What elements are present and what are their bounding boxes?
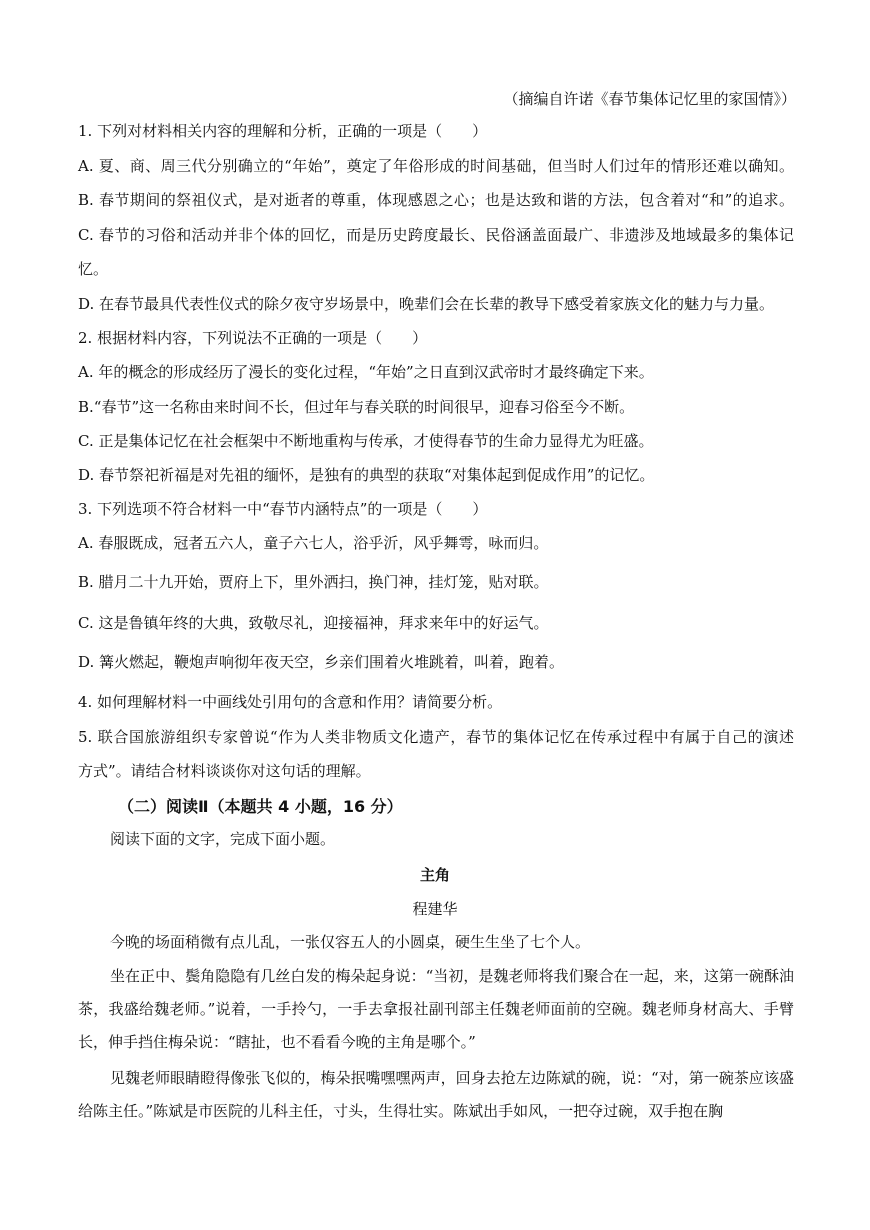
question-1-option-b: B. 春节期间的祭祖仪式，是对逝者的尊重，体现感恩之心；也是达致和谐的方法，包含着对“和”的追求。 [78,191,794,209]
question-2-option-d: D. 春节祭祀祈福是对先祖的缅怀，是独有的典型的获取“对集体起到促成作用”的记忆。 [78,466,655,484]
reading-instruction: 阅读下面的文字，完成下面小题。 [110,830,336,848]
story-author: 程建华 [412,900,458,918]
story-paragraph: 今晚的场面稍微有点儿乱，一张仅容五人的小圆桌，硬生生坐了七个人。 [110,933,591,951]
story-paragraph: 见魏老师眼睛瞪得像张飞似的，梅朵抿嘴嘿嘿两声，回身去抢左边陈斌的碗，说：“对，第一碗茶应该盛给陈主任。”陈斌是市医院的儿科主任，寸头，生得壮实。陈斌出手如风，一把夺过碗，双手抱在胸 [78,1069,794,1120]
question-1-option-a: A. 夏、商、周三代分别确立的“年始”，奠定了年俗形成的时间基础，但当时人们过年的情形还难以确知。 [78,157,794,175]
question-3-stem: 3. 下列选项不符合材料一中“春节内涵特点”的一项是（ ） [78,500,488,518]
question-2-option-a: A. 年的概念的形成经历了漫长的变化过程，“年始”之日直到汉武帝时才最终确定下来。 [78,363,654,381]
section-heading: （二）阅读Ⅱ（本题共 4 小题，16 分） [118,797,403,816]
question-3-option-a: A. 春服既成，冠者五六人，童子六七人，浴乎沂，风乎舞雩，咏而归。 [78,534,549,552]
question-3-option-d: D. 篝火燃起，鞭炮声响彻年夜天空，乡亲们围着火堆跳着，叫着，跑着。 [78,653,565,671]
story-paragraph: 坐在正中、鬓角隐隐有几丝白发的梅朵起身说：“当初，是魏老师将我们聚合在一起，来，这第一碗酥油茶，我盛给魏老师。”说着，一手拎勺，一手去拿报社副刊部主任魏老师面前的空碗。魏老师身材高大、手臂长，伸手挡住梅朵说：“瞎扯，也不看看今晚的主角是哪个。” [78,967,794,1051]
question-2-option-b: B.“春节”这一名称由来时间不长，但过年与春关联的时间很早，迎春习俗至今不断。 [78,398,635,416]
question-4: 4. 如何理解材料一中画线处引用句的含意和作用？请简要分析。 [78,693,503,711]
question-1-option-c-cont: 忆。 [78,260,109,278]
question-2-stem: 2. 根据材料内容，下列说法不正确的一项是（ ） [78,329,428,347]
question-5-cont: 方式”。请结合材料谈谈你对这句话的理解。 [78,762,371,780]
question-3-option-c: C. 这是鲁镇年终的大典，致敬尽礼，迎接福神，拜求来年中的好运气。 [78,614,549,632]
question-2-option-c: C. 正是集体记忆在社会框架中不断地重构与传承，才使得春节的生命力显得尤为旺盛。 [78,432,654,450]
question-5: 5. 联合国旅游组织专家曾说“作为人类非物质文化遗产，春节的集体记忆在传承过程中有属于自己的演述 [78,728,794,746]
question-1-option-d: D. 在春节最具代表性仪式的除夕夜守岁场景中，晚辈们会在长辈的教导下感受着家族文化的魅力与力量。 [78,295,775,313]
question-1-option-c: C. 春节的习俗和活动并非个体的回忆，而是历史跨度最长、民俗涵盖面最广、非遗涉及地域最多的集体记 [78,226,794,244]
source-citation: （摘编自许诺《春节集体记忆里的家国情》） [503,90,796,108]
question-1-stem: 1. 下列对材料相关内容的理解和分析，正确的一项是（ ） [78,122,488,140]
question-3-option-b: B. 腊月二十九开始，贾府上下，里外洒扫，换门神，挂灯笼，贴对联。 [78,573,549,591]
story-title: 主角 [419,866,450,884]
